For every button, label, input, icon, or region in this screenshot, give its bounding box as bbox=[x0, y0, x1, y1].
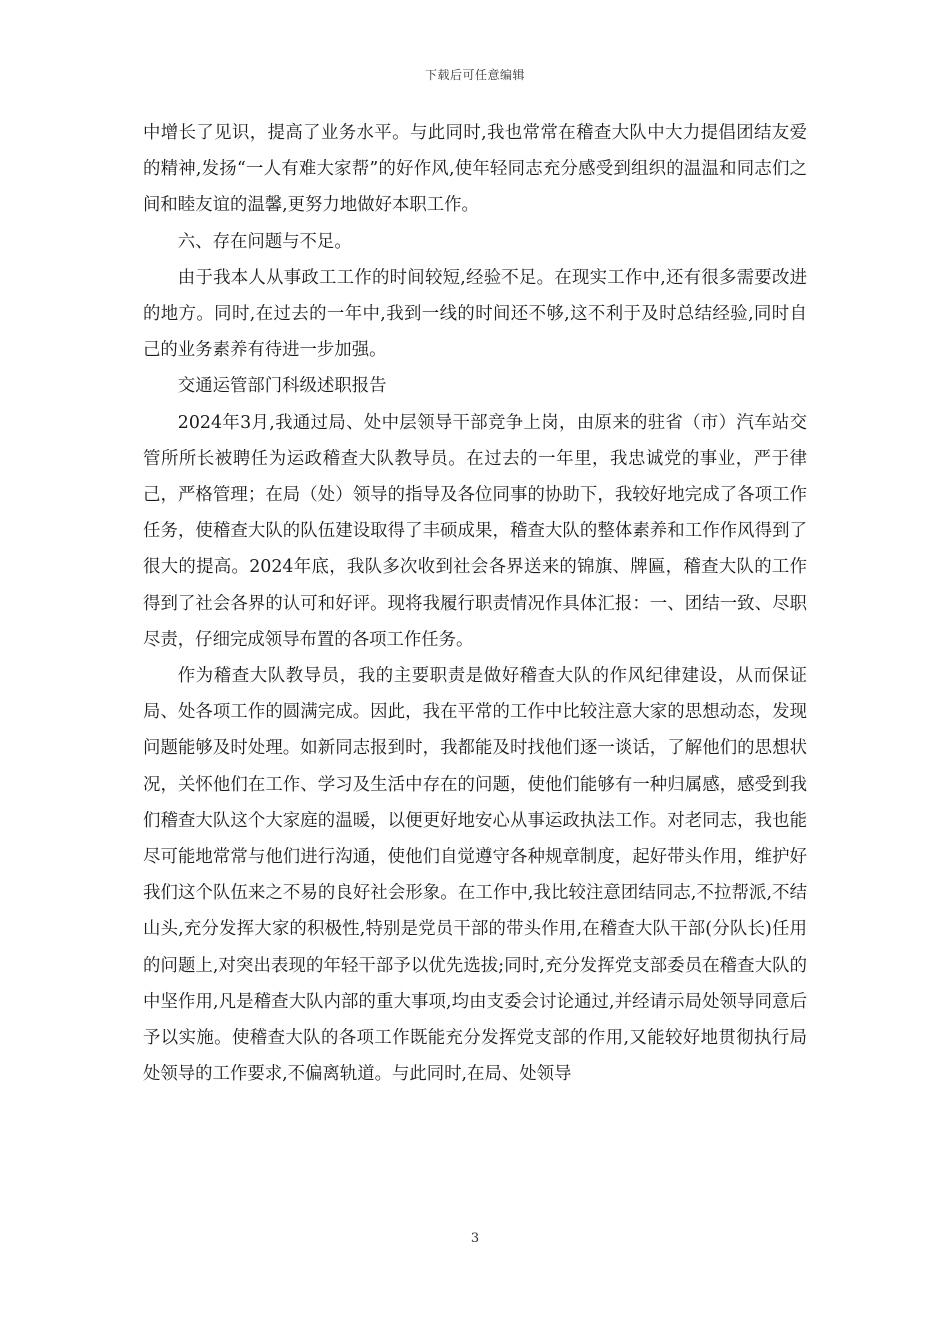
body-paragraph-3: 2024年3月,我通过局、处中层领导干部竞争上岗，由原来的驻省（市）汽车站交管所所长被聘任为运政稽查大队教导员。在过去的一年里，我忠诚党的事业，严于律己，严格管理；在局（处）领导的指导及各位同事的协助下，我较好地完成了各项工作任务，使稽查大队的队伍建设取得了丰硕成果，稽查大队的整体素养和工作作风得到了很大的提高。2024年底，我队多次收到社会各界送来的锦旗、牌匾，稽查大队的工作得到了社会各界的认可和好评。现将我履行职责情况作具体汇报：一、团结一致、尽职尽责，仔细完成领导布置的各项工作任务。 bbox=[143, 412, 807, 650]
report-title: 交通运管部门科级述职报告 bbox=[177, 376, 387, 397]
body-paragraph-2: 由于我本人从事政工工作的时间较短,经验不足。在现实工作中,还有很多需要改进的地方。同时,在过去的一年中,我到一线的时间还不够,这不利于及时总结经验,同时自己的业务素养有待进一步加强。 bbox=[143, 267, 807, 361]
body-paragraph-1: 中增长了见识，提高了业务水平。与此同时,我也常常在稽查大队中大力提倡团结友爱的精神,发扬“一人有难大家帮”的好作风,使年轻同志充分感受到组织的温温和同志们之间和睦友谊的温馨,更努力地做好本职工作。 bbox=[143, 123, 807, 216]
body-paragraph-4: 作为稽查大队教导员，我的主要职责是做好稽查大队的作风纪律建设，从而保证局、处各项工作的圆满完成。因此，我在平常的工作中比较注意大家的思想动态，发现问题能够及时处理。如新同志报到时，我都能及时找他们逐一谈话，了解他们的思想状况，关怀他们在工作、学习及生活中存在的问题，使他们能够有一种归属感，感受到我们稽查大队这个大家庭的温暖，以便更好地安心从事运政执法工作。对老同志，我也能尽可能地常常与他们进行沟通，使他们自觉遵守各种规章制度，起好带头作用，维护好我们这个队伍来之不易的良好社会形象。在工作中,我比较注意团结同志,不拉帮派,不结山头,充分发挥大家的积极性,特别是党员干部的带头作用,在稽查大队干部(分队长)任用的问题上,对突出表现的年轻干部予以优先选拔;同时,充分发挥党支部委员在稽查大队的中坚作用,凡是稽查大队内部的重大事项,均由支委会讨论通过,并经请示局处领导同意后予以实施。使稽查大队的各项工作既能充分发挥党支部的作用,又能较好地贯彻执行局处领导的工作要求,不偏离轨道。与此同时,在局、处领导 bbox=[143, 666, 807, 1085]
section-heading-problems: 六、存在问题与不足。 bbox=[177, 231, 352, 252]
page-header: 下载后可任意编辑 bbox=[424, 68, 525, 82]
page-number: 3 bbox=[470, 1231, 480, 1246]
document-body bbox=[143, 115, 807, 1092]
